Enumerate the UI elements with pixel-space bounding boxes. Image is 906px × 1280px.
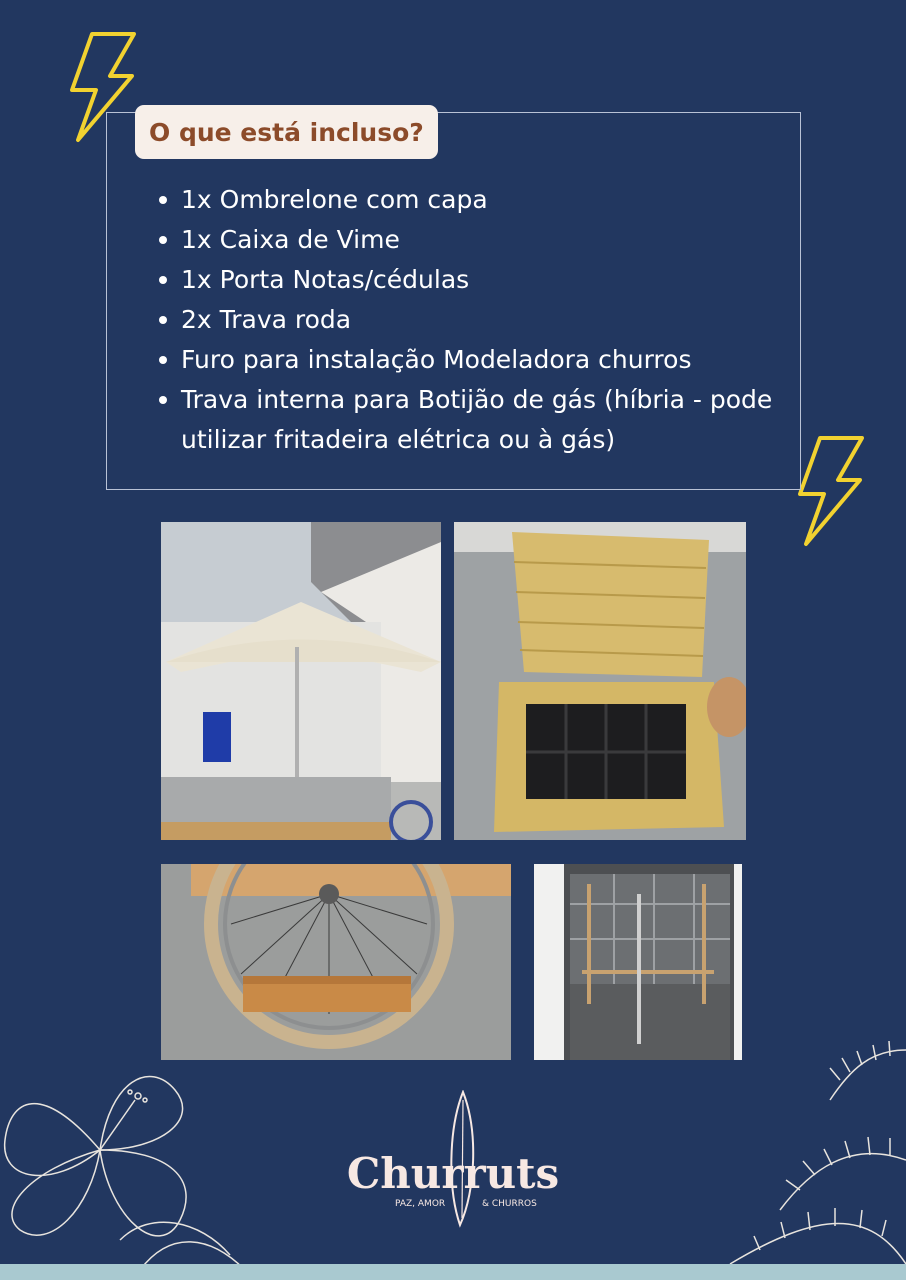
- palm-leaf-icon: [700, 1010, 906, 1268]
- list-item: 1x Caixa de Vime: [158, 220, 798, 260]
- brand-tagline-right: & CHURROS: [482, 1199, 537, 1209]
- page-title: O que está incluso?: [135, 105, 438, 159]
- bottom-bar: [0, 1264, 906, 1280]
- brand-name: Churruts: [346, 1149, 560, 1198]
- list-item: Trava interna para Botijão de gás (híbria - pode utilizar fritadeira elétrica ou à gás): [158, 380, 798, 460]
- lightning-bolt-icon: [790, 432, 870, 550]
- list-item: 2x Trava roda: [158, 300, 798, 340]
- wheel-lock-photo: [161, 864, 511, 1060]
- wicker-box-photo: [454, 522, 746, 840]
- brand-tagline-left: PAZ, AMOR: [395, 1199, 446, 1209]
- included-items-list: [158, 180, 798, 460]
- umbrella-photo: [161, 522, 441, 840]
- list-item: Furo para instalação Modeladora churros: [158, 340, 798, 380]
- list-item: 1x Ombrelone com capa: [158, 180, 798, 220]
- list-item: 1x Porta Notas/cédulas: [158, 260, 798, 300]
